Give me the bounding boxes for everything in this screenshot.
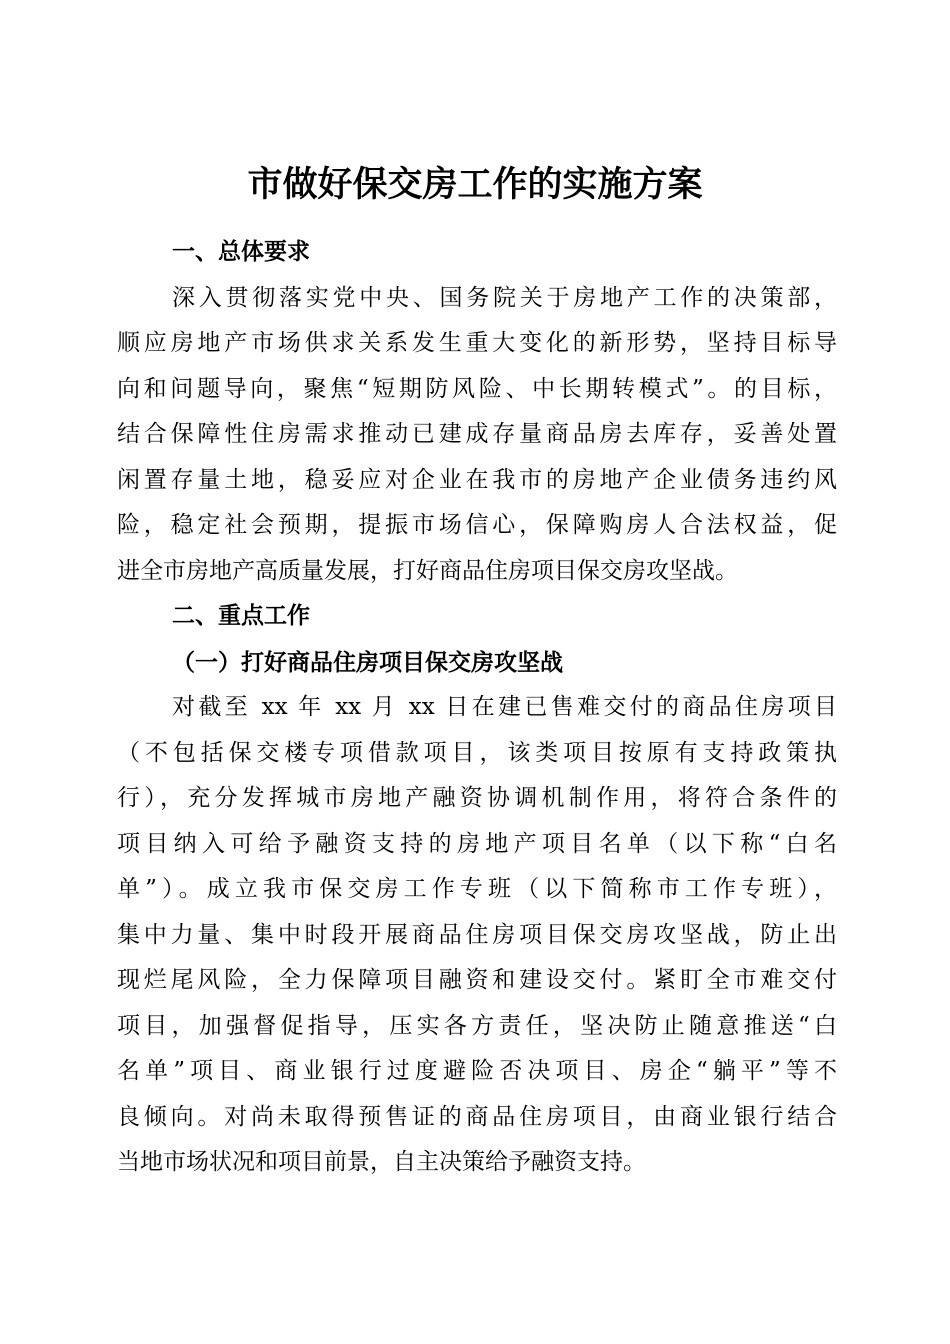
- text-line: 集中力量、集中时段开展商品住房项目保交房攻坚战，防止出: [117, 921, 837, 948]
- paragraph: [117, 685, 837, 1186]
- text-line: 进全市房地产高质量发展，打好商品住房项目保交房攻坚战。: [117, 557, 738, 584]
- text-line: 险，稳定社会预期，提振市场信心，保障购房人合法权益，促: [117, 512, 837, 538]
- text-line: （不包括保交楼专项借款项目，该类项目按原有支持政策执: [117, 739, 837, 766]
- document-title: 市做好保交房工作的实施方案: [247, 164, 703, 206]
- text-line: 当地市场状况和项目前景，自主决策给予融资支持。: [117, 1149, 646, 1175]
- text-line: 深入贯彻落实党中央、国务院关于房地产工作的决策部，: [172, 284, 837, 311]
- text-line: 良倾向。对尚未取得预售证的商品住房项目，由商业银行结合: [117, 1103, 837, 1130]
- text-line: 顺应房地产市场供求关系发生重大变化的新形势，坚持目标导: [117, 330, 837, 356]
- text-line: 项目纳入可给予融资支持的房地产项目名单（以下称“白名: [117, 830, 837, 857]
- text-line: 结合保障性住房需求推动已建成存量商品房去库存，妥善处置: [117, 421, 837, 447]
- text-line: 向和问题导向，聚焦“短期防风险、中长期转模式”。的目标，: [117, 375, 837, 402]
- paragraph: [117, 276, 837, 595]
- section-heading: 二、重点工作: [172, 603, 310, 629]
- text-line: 项目，加强督促指导，压实各方责任，坚决防止随意推送“白: [117, 1012, 837, 1039]
- document-body: [117, 230, 837, 1186]
- text-line: 单”）。成立我市保交房工作专班（以下简称市工作专班），: [117, 876, 837, 902]
- section-subheading: （一）打好商品住房项目保交房攻坚战: [172, 648, 563, 676]
- section-general-requirements: [117, 230, 837, 594]
- text-line: 现烂尾风险，全力保障项目融资和建设交付。紧盯全市难交付: [117, 967, 837, 993]
- section-heading: 一、总体要求: [172, 239, 310, 265]
- section-key-work: [117, 594, 837, 1186]
- text-line: 闲置存量土地，稳妥应对企业在我市的房地产企业债务违约风: [117, 466, 837, 493]
- text-line: 名单”项目、商业银行过度避险否决项目、房企“躺平”等不: [117, 1058, 837, 1084]
- text-line: 行），充分发挥城市房地产融资协调机制作用，将符合条件的: [117, 785, 837, 811]
- text-line: 对截至 xx 年 xx 月 xx 日在建已售难交付的商品住房项目: [172, 694, 837, 720]
